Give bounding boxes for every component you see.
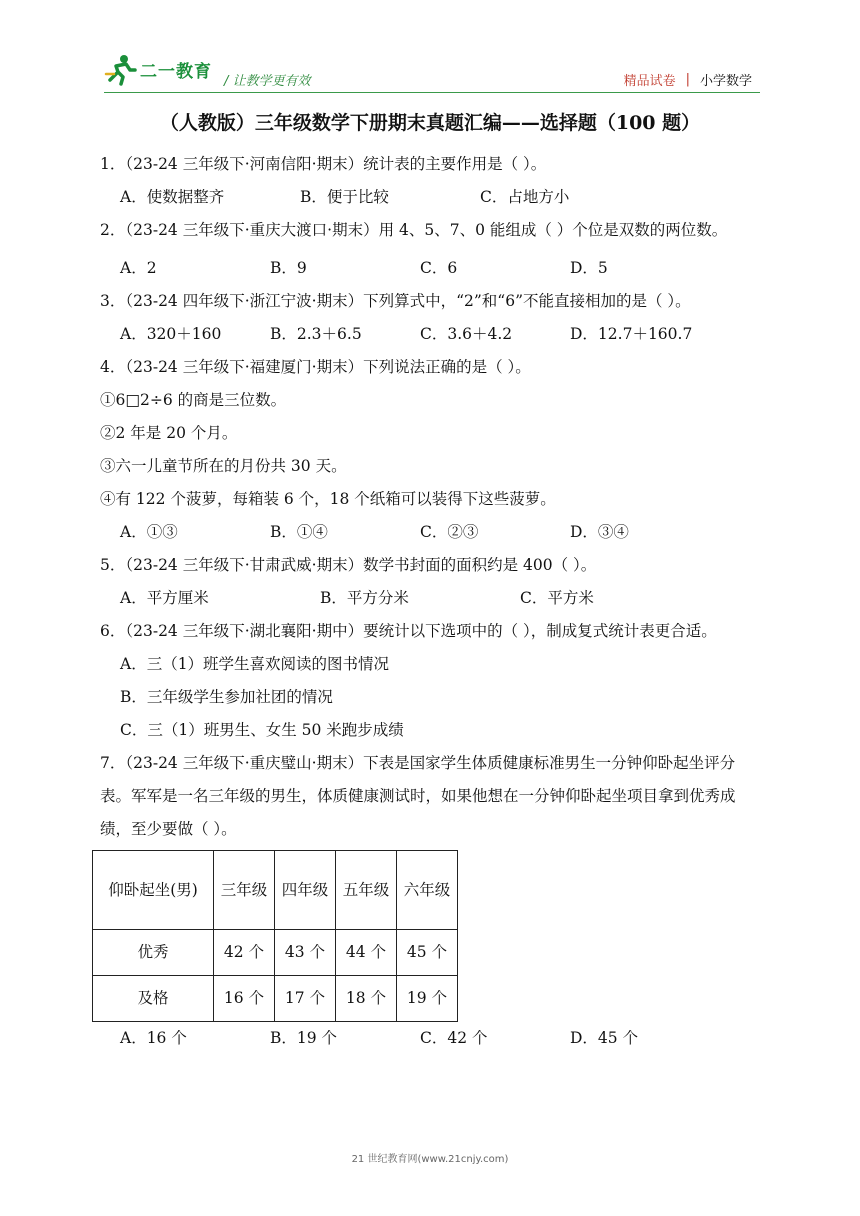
option-row — [100, 252, 760, 285]
logo-text: 二一教育 — [140, 61, 212, 82]
logo — [104, 52, 212, 86]
header-divider — [104, 92, 760, 93]
question-stem: 5．（23-24 三年级下·甘肃武威·期末）数学书封面的面积约是 400（ ）。 — [100, 556, 597, 574]
header-tags — [624, 70, 752, 89]
question-stem: 6．（23-24 三年级下·湖北襄阳·期中）要统计以下选项中的（ ），制成复式统计表更合适。 — [100, 622, 717, 640]
tag-premium: 精品试卷 — [623, 74, 676, 89]
option-a: A．2 — [120, 259, 157, 277]
question-stem: 2．（23-24 三年级下·重庆大渡口·期末）用 4、5、7、0 能组成（ ）个位是双数的两位数。 — [100, 221, 728, 239]
table-row — [93, 976, 458, 1022]
table-cell: 18 个 — [336, 976, 397, 1022]
page-header — [0, 0, 860, 100]
question-2 — [100, 214, 760, 285]
question-4 — [100, 351, 760, 549]
question-list — [100, 148, 760, 1055]
question-5 — [100, 549, 760, 615]
option-c: C．平方米 — [520, 589, 594, 607]
question-1 — [100, 148, 760, 214]
question-stem: 7．（23-24 三年级下·重庆璧山·期末）下表是国家学生体质健康标准男生一分钟仰卧起坐评分表。军军是一名三年级的男生，体质健康测试时，如果他想在一分钟仰卧起坐项目拿到优秀成绩，至少要做（ ）。 — [100, 754, 736, 838]
option-b: B．平方分米 — [320, 589, 409, 607]
option-b: B．三年级学生参加社团的情况 — [120, 688, 333, 706]
option-c: C．42 个 — [420, 1029, 488, 1047]
table-cell: 16 个 — [214, 976, 275, 1022]
option-d: D．45 个 — [570, 1029, 639, 1047]
page-footer: 21 世纪教育网(www.21cnjy.com) — [351, 1154, 509, 1165]
statement-2: ②2 年是 20 个月。 — [100, 424, 238, 442]
question-7 — [100, 747, 760, 1055]
question-stem: 4．（23-24 三年级下·福建厦门·期末）下列说法正确的是（ ）。 — [100, 358, 531, 376]
grade-header: 三年级 — [214, 851, 275, 930]
option-row — [100, 582, 760, 615]
tag-subject: 小学数学 — [699, 74, 752, 89]
table-cell: 45 个 — [397, 930, 458, 976]
option-d: D．5 — [570, 259, 608, 277]
grade-header: 五年级 — [336, 851, 397, 930]
option-row — [100, 181, 760, 214]
option-row — [100, 318, 760, 351]
option-d: D．12.7＋160.7 — [570, 325, 693, 343]
slogan: / 让教学更有效 — [224, 74, 311, 89]
row-label: 及格 — [93, 976, 214, 1022]
table-header-row — [93, 851, 458, 930]
option-a: A．①③ — [120, 523, 178, 541]
option-b: B．①④ — [270, 523, 328, 541]
option-a: A．使数据整齐 — [120, 188, 225, 206]
option-a: A．320＋160 — [120, 325, 222, 343]
option-c: C．3.6＋4.2 — [420, 325, 513, 343]
table-corner-cell: 仰卧起坐(男) — [93, 851, 214, 930]
option-b: B．9 — [270, 259, 307, 277]
option-row — [100, 1022, 760, 1055]
page-title: （人教版）三年级数学下册期末真题汇编——选择题（100 题） — [159, 112, 701, 134]
running-man-logo-icon — [104, 52, 138, 86]
option-a: A．三（1）班学生喜欢阅读的图书情况 — [120, 655, 390, 673]
option-b: B．便于比较 — [300, 188, 389, 206]
option-d: D．③④ — [570, 523, 629, 541]
option-c: C．三（1）班男生、女生 50 米跑步成绩 — [120, 721, 404, 739]
table-cell: 17 个 — [275, 976, 336, 1022]
score-table — [92, 850, 458, 1022]
statement-1: ①6□2÷6 的商是三位数。 — [100, 391, 287, 409]
table-cell: 43 个 — [275, 930, 336, 976]
row-label: 优秀 — [93, 930, 214, 976]
grade-header: 四年级 — [275, 851, 336, 930]
option-b: B．19 个 — [270, 1029, 338, 1047]
table-cell: 44 个 — [336, 930, 397, 976]
option-a: A．平方厘米 — [120, 589, 209, 607]
option-c: C．6 — [420, 259, 458, 277]
grade-header: 六年级 — [397, 851, 458, 930]
option-row — [100, 516, 760, 549]
statement-3: ③六一儿童节所在的月份共 30 天。 — [100, 457, 347, 475]
table-cell: 42 个 — [214, 930, 275, 976]
option-b: B．2.3＋6.5 — [270, 325, 362, 343]
table-cell: 19 个 — [397, 976, 458, 1022]
statement-4: ④有 122 个菠萝，每箱装 6 个，18 个纸箱可以装得下这些菠萝。 — [100, 490, 556, 508]
question-6 — [100, 615, 760, 747]
table-row — [93, 930, 458, 976]
option-c: C．占地方小 — [480, 188, 570, 206]
option-a: A．16 个 — [120, 1029, 187, 1047]
question-stem: 3．（23-24 四年级下·浙江宁波·期末）下列算式中，“2”和“6”不能直接相加的是（ ）。 — [100, 292, 691, 310]
question-3 — [100, 285, 760, 351]
question-stem: 1．（23-24 三年级下·河南信阳·期末）统计表的主要作用是（ ）。 — [100, 155, 547, 173]
tag-separator: | — [685, 72, 690, 87]
option-c: C．②③ — [420, 523, 479, 541]
